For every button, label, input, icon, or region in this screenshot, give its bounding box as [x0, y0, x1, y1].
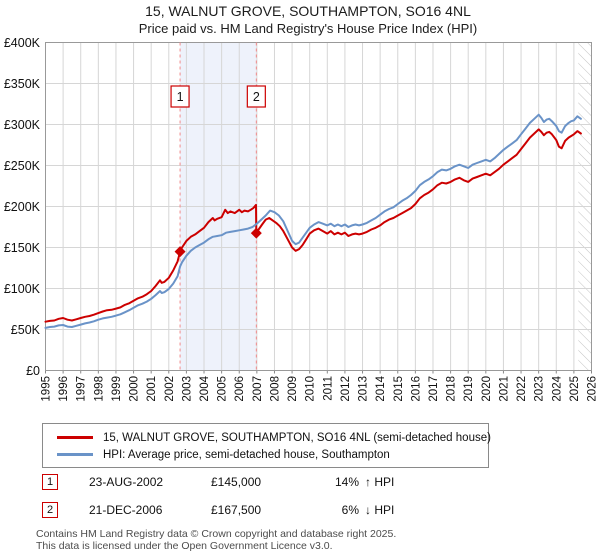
x-axis-tick-label: 2007	[251, 376, 264, 402]
x-axis-tick-label: 2017	[427, 376, 440, 402]
legend-label: 15, WALNUT GROVE, SOUTHAMPTON, SO16 4NL (semi-detached house)	[103, 431, 491, 444]
transaction-price: £145,000	[211, 475, 262, 489]
x-axis-tick-label: 2006	[234, 376, 247, 402]
transaction-list	[42, 474, 562, 530]
y-axis-tick-label: £50K	[10, 323, 40, 337]
transaction-hpi-percent: 6%	[341, 503, 359, 517]
x-axis-tick-label: 2010	[304, 376, 317, 402]
transaction-date: 21-DEC-2006	[89, 503, 163, 517]
transaction-hpi-direction: ↑ HPI	[365, 475, 395, 489]
legend-item-hpi	[43, 446, 488, 463]
transaction-row	[42, 502, 562, 518]
y-axis-tick-label: £150K	[3, 241, 40, 255]
y-axis-tick-label: £200K	[3, 200, 40, 214]
x-axis-tick-label: 1996	[58, 376, 71, 402]
y-axis-tick-label: £300K	[3, 118, 40, 132]
transaction-row	[42, 474, 562, 490]
x-axis-tick-label: 2012	[339, 376, 352, 402]
x-axis-tick-label: 2015	[392, 376, 405, 402]
gridlines	[46, 43, 592, 374]
x-axis-tick-label: 2026	[586, 376, 599, 402]
transaction-number-badge: 2	[42, 502, 58, 518]
x-axis-tick-label: 2025	[568, 376, 581, 402]
x-axis-tick-label: 2004	[199, 376, 212, 402]
x-axis-tick-label: 2000	[128, 376, 141, 402]
x-axis-tick-label: 1995	[40, 376, 53, 402]
hpi-line-swatch	[57, 453, 93, 456]
x-axis-tick-label: 2021	[498, 376, 511, 402]
x-axis-tick-label: 2005	[216, 376, 229, 402]
copyright-footer	[36, 529, 396, 552]
x-axis-tick-label: 2001	[146, 376, 159, 402]
transaction-price: £167,500	[211, 503, 262, 517]
x-axis-tick-label: 1998	[93, 376, 106, 402]
y-axis-tick-label: £400K	[3, 36, 40, 50]
transaction-number-badge: 1	[42, 474, 58, 490]
x-axis-tick-label: 2008	[269, 376, 282, 402]
x-axis-tick-label: 2009	[287, 376, 300, 402]
sale-marker-label: 1	[176, 90, 184, 104]
chart-title: 15, WALNUT GROVE, SOUTHAMPTON, SO16 4NL	[145, 3, 471, 19]
x-axis-tick-label: 2011	[322, 376, 335, 401]
y-axis-tick-label: £100K	[3, 282, 40, 296]
x-axis-tick-label: 2018	[445, 376, 458, 402]
x-axis-tick-label: 2013	[357, 376, 370, 402]
property-line-swatch	[57, 436, 93, 439]
x-axis-tick-label: 2020	[480, 376, 493, 402]
x-axis-tick-label: 2022	[516, 376, 529, 402]
footer-line1: Contains HM Land Registry data © Crown copyright and database right 2025.	[36, 528, 397, 540]
y-axis-tick-label: £0	[26, 364, 40, 378]
x-axis-tick-label: 2002	[163, 376, 176, 402]
hpi-line	[46, 115, 581, 328]
legend-item-property	[43, 429, 491, 446]
x-axis-tick-label: 2003	[181, 376, 194, 402]
x-axis-tick-label: 2024	[551, 376, 564, 402]
sale-marker-label: 2	[252, 90, 260, 104]
y-axis-tick-label: £250K	[3, 159, 40, 173]
chart-subtitle: Price paid vs. HM Land Registry's House Price Index (HPI)	[138, 21, 478, 36]
legend	[42, 423, 489, 468]
x-axis-tick-label: 2023	[533, 376, 546, 402]
legend-label: HPI: Average price, semi-detached house, Southampton	[103, 448, 390, 461]
transaction-date: 23-AUG-2002	[89, 475, 164, 489]
x-axis-tick-label: 1999	[110, 376, 123, 402]
y-axis-tick-label: £350K	[3, 77, 40, 91]
x-axis-tick-label: 1997	[75, 376, 88, 402]
footer-line2: This data is licensed under the Open Government Licence v3.0.	[36, 539, 333, 552]
x-axis-tick-label: 2019	[463, 376, 476, 402]
transaction-hpi-direction: ↓ HPI	[365, 503, 395, 517]
x-axis-tick-label: 2016	[410, 376, 423, 402]
x-axis-tick-label: 2014	[375, 376, 388, 402]
transaction-hpi-percent: 14%	[334, 475, 359, 489]
